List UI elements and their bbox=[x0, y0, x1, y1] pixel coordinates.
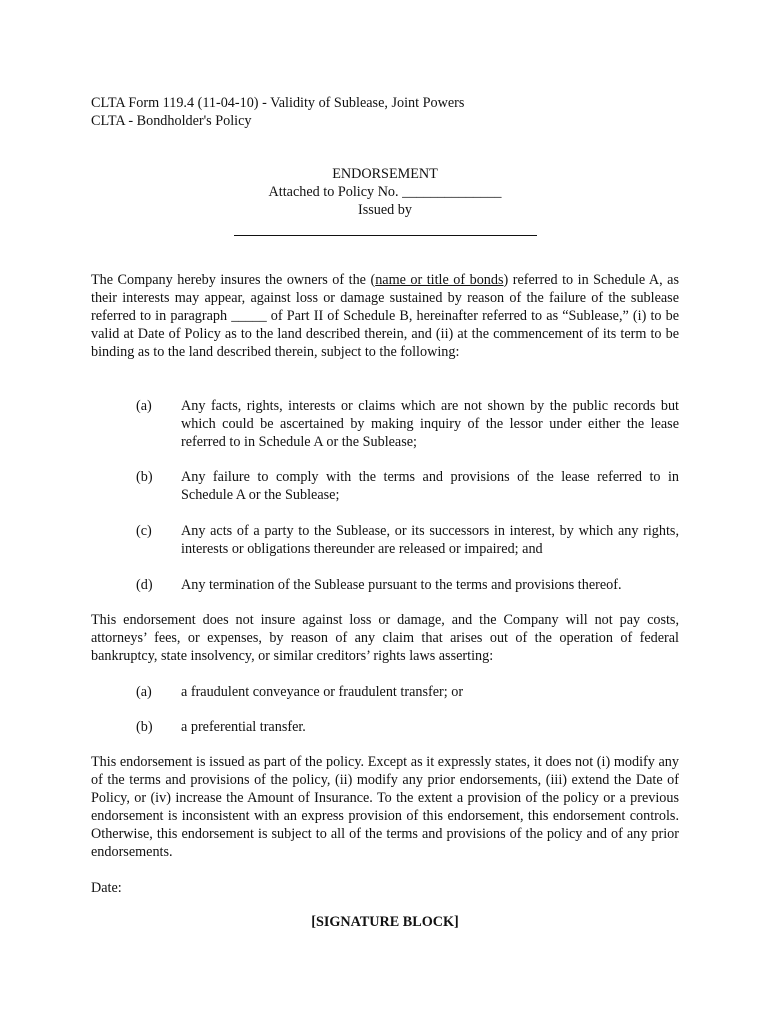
insuring-clause bbox=[91, 271, 679, 361]
list-text: Any failure to comply with the terms and provisions of the lease referred to in Schedule A or the Sublease; bbox=[181, 469, 679, 503]
endorsement-title-block bbox=[0, 165, 770, 236]
list-text: Any termination of the Sublease pursuant to the terms and provisions thereof. bbox=[181, 577, 622, 593]
policy-number-line: Attached to Policy No. ______________ bbox=[268, 184, 502, 200]
date-label: Date: bbox=[91, 880, 122, 896]
list-text: Any facts, rights, interests or claims which are not shown by the public records but which could be ascertained by making inquiry of the lessor under either the lease referred to in Schedule A or the Sublease; bbox=[181, 398, 679, 450]
list-label: (a) bbox=[136, 398, 152, 414]
list-label: (c) bbox=[136, 523, 152, 539]
bankruptcy-clause: This endorsement does not insure against loss or damage, and the Company will not pay costs, attorneys’ fees, or expenses, by reason of any claim that arises out of the operation of federal bankruptcy, state insolvency, or similar creditors’ rights laws asserting: bbox=[91, 612, 679, 664]
list-label: (d) bbox=[136, 577, 153, 593]
form-title-line: CLTA Form 119.4 (11-04-10) - Validity of Sublease, Joint Powers bbox=[91, 95, 465, 111]
closing-clause: This endorsement is issued as part of the policy. Except as it expressly states, it does not (i) modify any of the terms and provisions of the policy, (ii) modify any prior endorsements, (iii) extend the Date of Policy, or (iv) increase the Amount of Insurance. To the extent a provision of the policy or a previous endorsement is inconsistent with an express provision of this endorsement, this endorsement controls. Otherwise, this endorsement is subject to all of the terms and provisions of the policy and of any prior endorsements. bbox=[91, 754, 679, 860]
policy-type-line: CLTA - Bondholder's Policy bbox=[91, 113, 252, 129]
signature-block: [SIGNATURE BLOCK] bbox=[311, 914, 459, 930]
list-label: (a) bbox=[136, 684, 152, 700]
list-label: (b) bbox=[136, 719, 153, 735]
insuring-clause-rest: ) referred to in Schedule A, as their interests may appear, against loss or damage sustained by reason of the failure of the sublease referred to in paragraph _____ of Part II of Schedule B, hereinafter referred to as “Sublease,” (i) to be valid at Date of Policy as to the land described therein, and (ii) at the commencement of its term to be binding as to the land described therein, subject to the following: bbox=[91, 272, 679, 360]
list-text: Any acts of a party to the Sublease, or its successors in interest, by which any rights, interests or obligations thereunder are released or impaired; and bbox=[181, 523, 679, 557]
list-text: a preferential transfer. bbox=[181, 719, 306, 735]
bond-name-placeholder: name or title of bonds bbox=[375, 272, 504, 288]
form-header bbox=[91, 94, 464, 130]
issued-by-label: Issued by bbox=[358, 202, 412, 218]
list-text: a fraudulent conveyance or fraudulent transfer; or bbox=[181, 684, 464, 700]
issuer-blank-line bbox=[234, 225, 537, 236]
insuring-clause-lead: The Company hereby insures the owners of the ( bbox=[91, 272, 376, 288]
endorsement-title: ENDORSEMENT bbox=[332, 166, 438, 182]
list-label: (b) bbox=[136, 469, 153, 485]
